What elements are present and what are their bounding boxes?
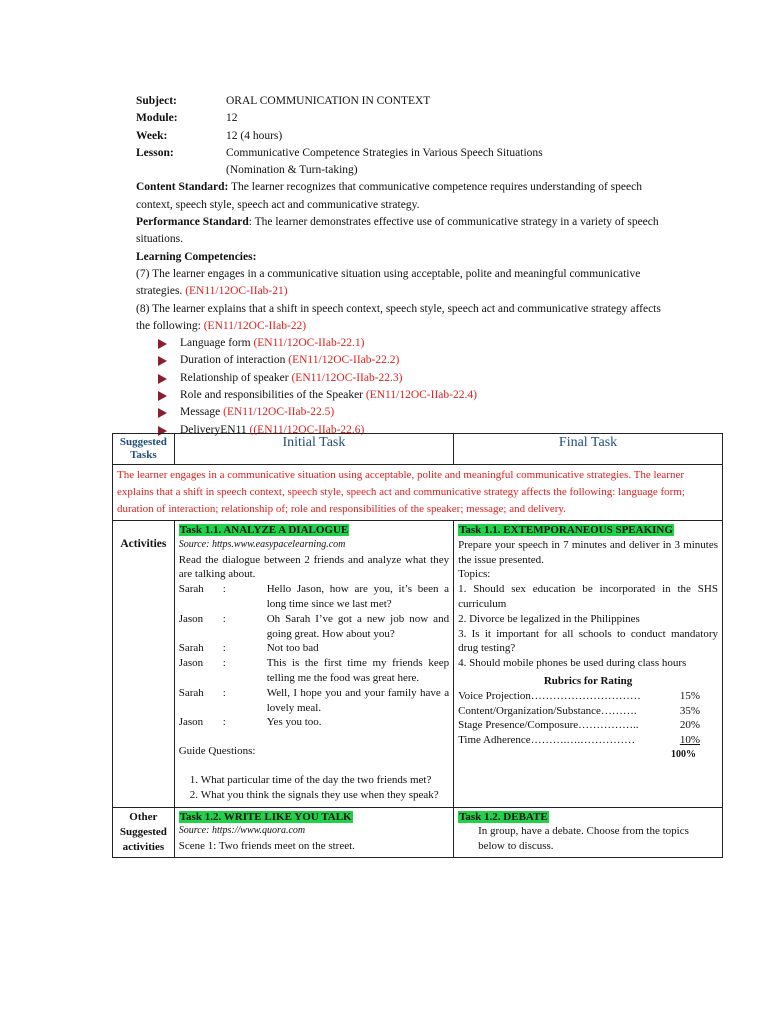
source-text: Source: https://www.quora.com [178,825,306,837]
list-item: Message (EN11/12OC-IIab-22.5) [158,404,676,421]
guide-questions-label: Guide Questions: [178,745,256,758]
dialogue-line: Jason : Oh Sarah I’ve got a new job now and going great. How about you? [178,612,450,640]
list-item: Language form (EN11/12OC-IIab-22.1) [158,335,676,352]
arrow-bullet-icon [158,356,167,366]
other-initial-cell [174,807,453,857]
module-value: 12 [226,112,238,125]
guide-questions-list [179,773,449,803]
competency-7-code: (EN11/12OC-IIab-21) [185,285,288,298]
rubric-row: Voice Projection………………………… 15% [458,689,700,702]
other-final-cell [454,807,723,857]
lesson-label: Lesson: [136,146,174,159]
task-1-2-initial-title: Task 1.2. WRITE LIKE YOU TALK [179,810,352,823]
list-item: Relationship of speaker (EN11/12OC-IIab-22.3) [158,370,676,387]
tasks-table [112,433,723,858]
task-1-2-final-title: Task 1.2. DEBATE [459,810,548,823]
source-text: Source: https.www.easypacelearning.com [178,538,346,550]
competency-8-text: (8) The learner explains that a shift in speech context, speech style, speech act and communicative strategy affects the following: [136,302,661,332]
rubric-total: 100% [671,748,696,760]
task-1-1-initial-title: Task 1.1. ANALYZE A DIALOGUE [179,524,349,536]
topics-label: Topics: [458,568,491,581]
competency-8-code: (EN11/12OC-IIab-22) [203,319,307,332]
performance-standard [136,214,676,249]
content-standard [136,179,676,214]
suggested-tasks-header: Suggested Tasks [113,434,175,465]
list-item: Duration of interaction (EN11/12OC-IIab-22.2) [158,352,676,369]
dialogue-line: Sarah : Well, I hope you and your family have a lovely meal. [178,686,450,714]
final-intro: Prepare your speech in 7 minutes and deliver in 3 minutes the issue presented. [458,538,718,566]
competency-8 [136,301,676,336]
competencies-heading: Learning Competencies: [136,250,257,263]
content-standard-text: The learner recognizes that communicative competence requires understanding of speech context, speech style, speech act and communicative strategy. [136,181,642,211]
lesson-title: Communicative Competence Strategies in Various Speech Situations [226,146,543,159]
rubric-row: Stage Presence/Composure…………….. 20% [458,719,700,732]
rubric-row: Content/Organization/Substance………. 35% [458,704,700,717]
week-row [136,128,676,145]
arrow-bullet-icon [158,339,167,349]
lesson-row [136,145,676,162]
arrow-bullet-icon [158,408,167,418]
list-item: Role and responsibilities of the Speaker (EN11/12OC-IIab-22.4) [158,387,676,404]
subject-value: ORAL COMMUNICATION IN CONTEXT [226,95,431,107]
list-item: 1. What particular time of the day the two friends met? [201,773,449,788]
dialogue-line: Sarah : Not too bad [178,642,319,655]
arrow-bullet-icon [158,374,167,384]
objective-row [113,465,723,521]
list-item: 3. Is it important for all schools to conduct mandatory drug testing? [458,627,718,655]
week-value: 12 (4 hours) [226,129,283,142]
dialogue-line: Jason : This is the first time my friends keep telling me the food was great here. [178,657,450,684]
other-activities-row [113,807,723,857]
arrow-bullet-icon [158,391,167,401]
rubric-row: Time Adherence……….….…………… 10% [458,734,700,747]
lesson-subtitle: (Nomination & Turn-taking) [226,164,358,177]
module-row [136,110,676,127]
task-1-1-final-title: Task 1.1. EXTEMPORANEOUS SPEAKING [459,524,673,536]
other-activities-label: Other Suggested activities [113,807,175,857]
debate-text: In group, have a debate. Choose from the topics below to discuss. [478,825,689,853]
content-standard-label: Content Standard: [136,181,229,194]
list-item: DeliveryEN11 ((EN11/12OC-IIab-22.6) [158,422,676,439]
initial-task-header: Initial Task [174,434,453,465]
list-item: 1. Should sex education be incorporated in the SHS curriculum [458,583,718,610]
performance-standard-label: Performance Standard [136,216,249,229]
scene-text: Scene 1: Two friends meet on the street. [178,840,355,853]
table-header-row [113,434,723,465]
final-task-header: Final Task [454,434,723,465]
subject-row [136,93,676,110]
list-item: 2. Divorce be legalized in the Philippines [458,612,640,625]
list-item: 2. What you think the signals they use when they speak? [201,788,449,803]
activities-label: Activities [113,521,175,808]
rubrics-title: Rubrics for Rating [543,674,633,687]
competency-list [136,335,676,439]
performance-standard-text: : The learner demonstrates effective use of communicative strategy in a variety of speech situations. [136,216,659,246]
dialogue-line: Sarah : Hello Jason, how are you, it’s been a long time since we last met? [178,583,450,610]
lesson-header [136,93,676,439]
activities-row [113,521,723,808]
week-label: Week: [136,129,168,142]
competency-7-text: (7) The learner engages in a communicative situation using acceptable, polite and meaningful communicative strategies. [136,267,641,298]
dialogue-line: Jason : Yes you too. [178,716,322,729]
list-item: 4. Should mobile phones be used during class hours [458,657,687,670]
module-label: Module: [136,112,178,125]
final-task-cell [454,521,723,808]
dialogue-intro: Read the dialogue between 2 friends and analyze what they are talking about. [178,553,450,581]
objective-text: The learner engages in a communicative situation using acceptable, polite and meaningful communicative strategies. The learner explains that a shift in speech context, speech style, speech act and communicative strategy affects the following: language form; duration of interaction; relationship of; role and responsibilities of the speaker; message; and delivery. [113,465,723,521]
competency-7 [136,266,676,301]
initial-task-cell [174,521,453,808]
subject-label: Subject: [136,95,177,107]
